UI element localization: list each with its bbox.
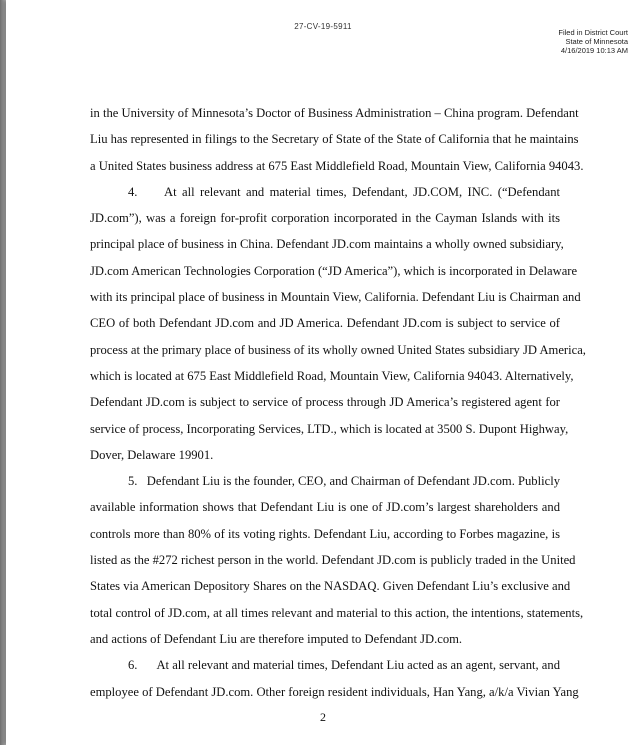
- body-line: CEO of both Defendant JD.com and JD America. Defendant JD.com is subject to service of: [90, 316, 560, 331]
- filing-stamp-state: State of Minnesota: [565, 37, 628, 46]
- body-line: Defendant Liu is the founder, CEO, and Chairman of Defendant JD.com. Publicly: [146, 474, 560, 489]
- paragraph-number: 5.: [128, 474, 138, 489]
- body-line: service of process, Incorporating Services, LTD., which is located at 3500 S. Dupont Highway,: [90, 421, 569, 436]
- page-number: 2: [320, 710, 326, 724]
- body-line: available information shows that Defendant Liu is one of JD.com’s largest shareholders and: [90, 500, 560, 515]
- body-line: process at the primary place of business of its wholly owned United States subsidiary JD America,: [90, 342, 586, 357]
- body-line: JD.com American Technologies Corporation (“JD America”), which is incorporated in Delaware: [90, 263, 578, 278]
- body-line: States via American Depository Shares on the NASDAQ. Given Defendant Liu’s exclusive and: [90, 579, 571, 594]
- body-line: with its principal place of business in Mountain View, California. Defendant Liu is Chairman and: [90, 290, 581, 305]
- body-line: in the University of Minnesota’s Doctor of Business Administration – China program. Defendant: [90, 106, 579, 120]
- paragraph-number: 6.: [128, 658, 138, 673]
- filing-stamp: [558, 28, 628, 55]
- paragraph-number: 4.: [128, 184, 138, 199]
- body-line: and actions of Defendant Liu are therefore imputed to Defendant JD.com.: [90, 631, 463, 646]
- body-line: Liu has represented in filings to the Secretary of State of the State of California that he maintains: [90, 132, 579, 147]
- body-line: which is located at 675 East Middlefield Road, Mountain View, California 94043. Alternatively,: [90, 368, 574, 383]
- body-line: At all relevant and material times, Defendant, JD.COM, INC. (“Defendant: [164, 184, 560, 199]
- body-line: principal place of business in China. Defendant JD.com maintains a wholly owned subsidiary,: [90, 237, 564, 252]
- body-line: total control of JD.com, at all times relevant and material to this action, the intentions, statements,: [90, 605, 584, 620]
- body-line: a United States business address at 675 East Middlefield Road, Mountain View, California 94043.: [90, 158, 584, 173]
- filing-stamp-court: Filed in District Court: [558, 28, 628, 37]
- body-line: listed as the #272 richest person in the world. Defendant JD.com is publicly traded in the United: [90, 553, 576, 568]
- paragraph-5-first-line: [90, 468, 560, 494]
- document-body: [90, 100, 586, 705]
- body-line: Dover, Delaware 19901.: [90, 447, 214, 462]
- document-page: [6, 0, 640, 745]
- paragraph-6-first-line: [90, 652, 560, 678]
- case-number: 27-CV-19-5911: [294, 22, 352, 31]
- body-line: JD.com”), was a foreign for-profit corporation incorporated in the Cayman Islands with its: [90, 211, 560, 226]
- body-line: controls more than 80% of its voting rights. Defendant Liu, according to Forbes magazine, is: [90, 526, 560, 541]
- body-line: At all relevant and material times, Defendant Liu acted as an agent, servant, and: [156, 658, 560, 673]
- filing-stamp-datetime: 4/16/2019 10:13 AM: [560, 46, 628, 55]
- body-line: Defendant JD.com is subject to service of process through JD America’s registered agent for: [90, 395, 560, 410]
- body-line: employee of Defendant JD.com. Other foreign resident individuals, Han Yang, a/k/a Vivian Yang: [90, 684, 579, 699]
- paragraph-4-first-line: [90, 179, 560, 205]
